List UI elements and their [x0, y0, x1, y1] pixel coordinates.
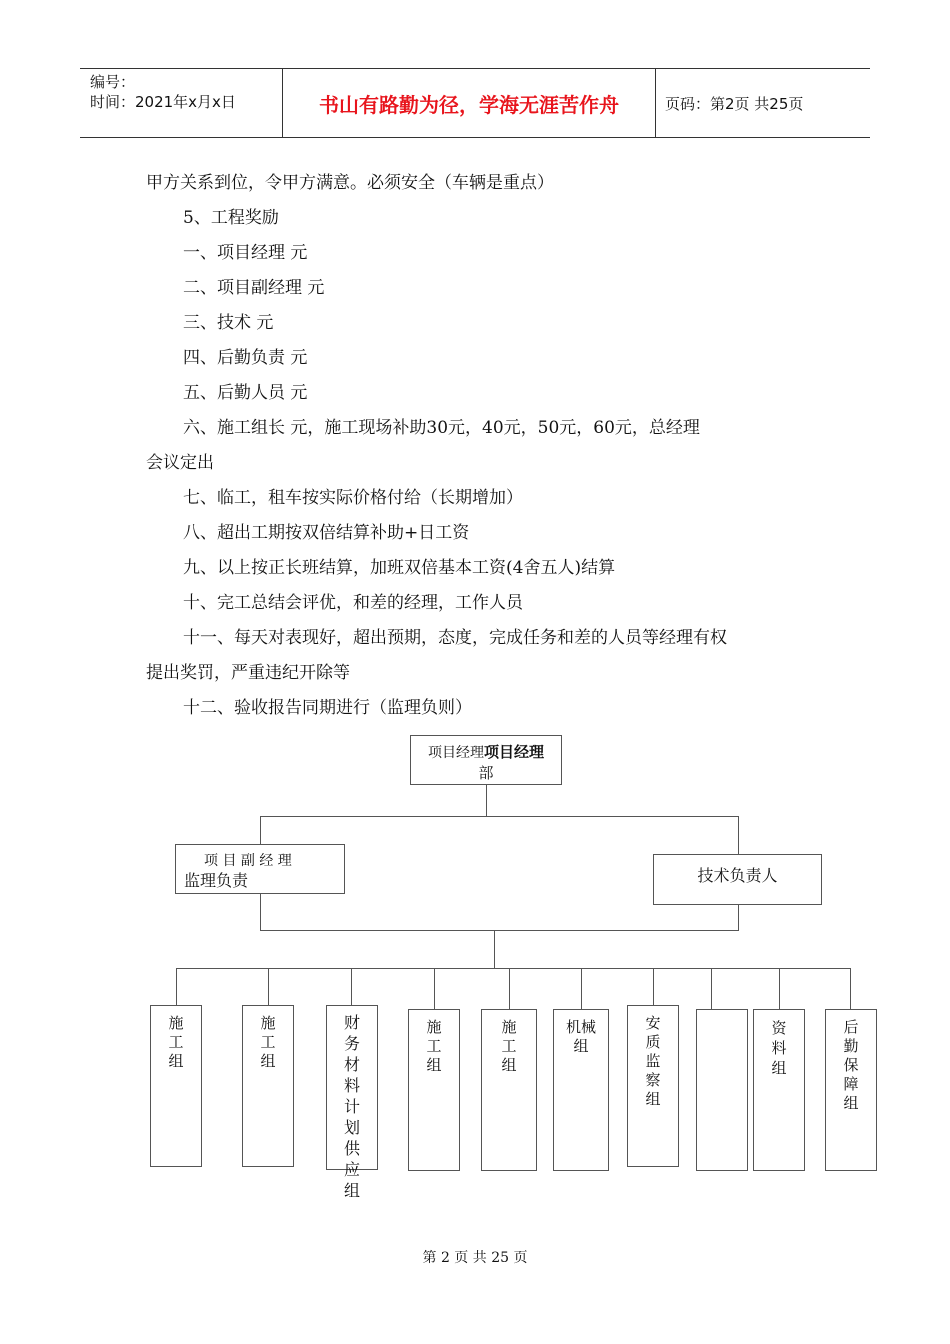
motto: 书山有路勤为径，学海无涯苦作舟 [319, 92, 619, 117]
list-item: 十一、每天对表现好，超出预期，态度，完成任务和差的人员等经理有权 [183, 628, 727, 648]
connector-line [268, 968, 269, 1006]
list-item: 十、完工总结会评优，和差的经理，工作人员 [183, 593, 523, 613]
org-group-box [150, 1005, 202, 1167]
connector-line [738, 816, 739, 854]
list-item: 九、以上按正长班结算，加班双倍基本工资(4舍五人)结算 [183, 558, 616, 578]
org-group-box-empty [696, 1009, 748, 1171]
org-box-deputy-manager [175, 844, 345, 894]
list-item: 三、技术 元 [183, 313, 274, 333]
paragraph-line: 甲方关系到位，令甲方满意。必须安全（车辆是重点） [146, 173, 554, 193]
org-group-box [326, 1005, 378, 1200]
org-group-label: 施工组 [501, 1018, 517, 1074]
connector-line [176, 968, 850, 969]
list-item: 一、项目经理 元 [183, 243, 308, 263]
list-item: 七、临工，租车按实际价格付给（长期增加） [183, 488, 523, 508]
org-group-label: 机械组 [565, 1018, 596, 1055]
org-group-box [627, 1005, 679, 1167]
org-group-box [753, 1009, 805, 1171]
org-group-box [481, 1009, 537, 1171]
org-group-label: 资料组 [771, 1019, 787, 1077]
connector-line [260, 930, 739, 931]
list-item: 六、施工组长 元，施工现场补助30元，40元，50元，60元，总经理 [183, 418, 700, 438]
list-item: 八、超出工期按双倍结算补助+日工资 [183, 523, 470, 543]
connector-line [711, 968, 712, 1010]
connector-line [779, 968, 780, 1010]
connector-line [176, 968, 177, 1006]
page-footer: 第 2 页 共 25 页 [422, 1250, 528, 1266]
connector-line [351, 968, 352, 1006]
connector-line [581, 968, 582, 1010]
org-box-label-small: 项目经理 [427, 745, 484, 761]
header-meta [80, 69, 282, 137]
org-box-label-bold: 项目经理 [483, 743, 544, 761]
org-group-box [825, 1009, 877, 1171]
doc-time: 时间：2021年x月x日 [90, 93, 236, 111]
page-indicator: 页码：第2页 共25页 [665, 94, 804, 113]
org-group-label: 施工组 [168, 1014, 184, 1070]
org-group-box [553, 1009, 609, 1171]
list-item-continued: 会议定出 [146, 453, 214, 473]
connector-line [260, 893, 261, 931]
connector-line [260, 816, 739, 817]
connector-line [434, 968, 435, 1010]
org-group-label: 安质监察组 [645, 1014, 661, 1108]
connector-line [738, 904, 739, 931]
org-group-box [408, 1009, 460, 1171]
list-item: 五、后勤人员 元 [183, 383, 308, 403]
org-box-tech-lead [653, 854, 822, 905]
connector-line [486, 784, 487, 816]
list-item: 四、后勤负责 元 [183, 348, 308, 368]
list-item-continued: 提出奖罚，严重违纪开除等 [146, 663, 350, 683]
org-box-label: 项 目 副 经 理 [204, 853, 292, 869]
connector-line [260, 816, 261, 844]
connector-line [509, 968, 510, 1010]
org-box-label: 监理负责 [184, 871, 249, 890]
org-box-label-line2: 部 [478, 764, 494, 782]
list-item: 二、项目副经理 元 [183, 278, 325, 298]
org-group-label: 财务材料计划供应组 [343, 1013, 360, 1200]
org-group-label: 施工组 [260, 1014, 276, 1070]
connector-line [653, 968, 654, 1006]
header-page [655, 69, 870, 137]
section-heading: 5、工程奖励 [183, 208, 279, 228]
connector-line [494, 930, 495, 968]
header-motto-cell [282, 69, 656, 137]
org-box-label: 技术负责人 [697, 866, 778, 885]
org-group-label: 施工组 [426, 1018, 442, 1074]
org-box-project-manager [410, 735, 562, 785]
connector-line [850, 968, 851, 1010]
org-group-box [242, 1005, 294, 1167]
org-group-label: 后勤保障组 [843, 1018, 859, 1112]
page-header [80, 68, 870, 138]
list-item: 十二、验收报告同期进行（监理负则） [183, 698, 472, 718]
doc-number: 编号： [90, 73, 136, 91]
